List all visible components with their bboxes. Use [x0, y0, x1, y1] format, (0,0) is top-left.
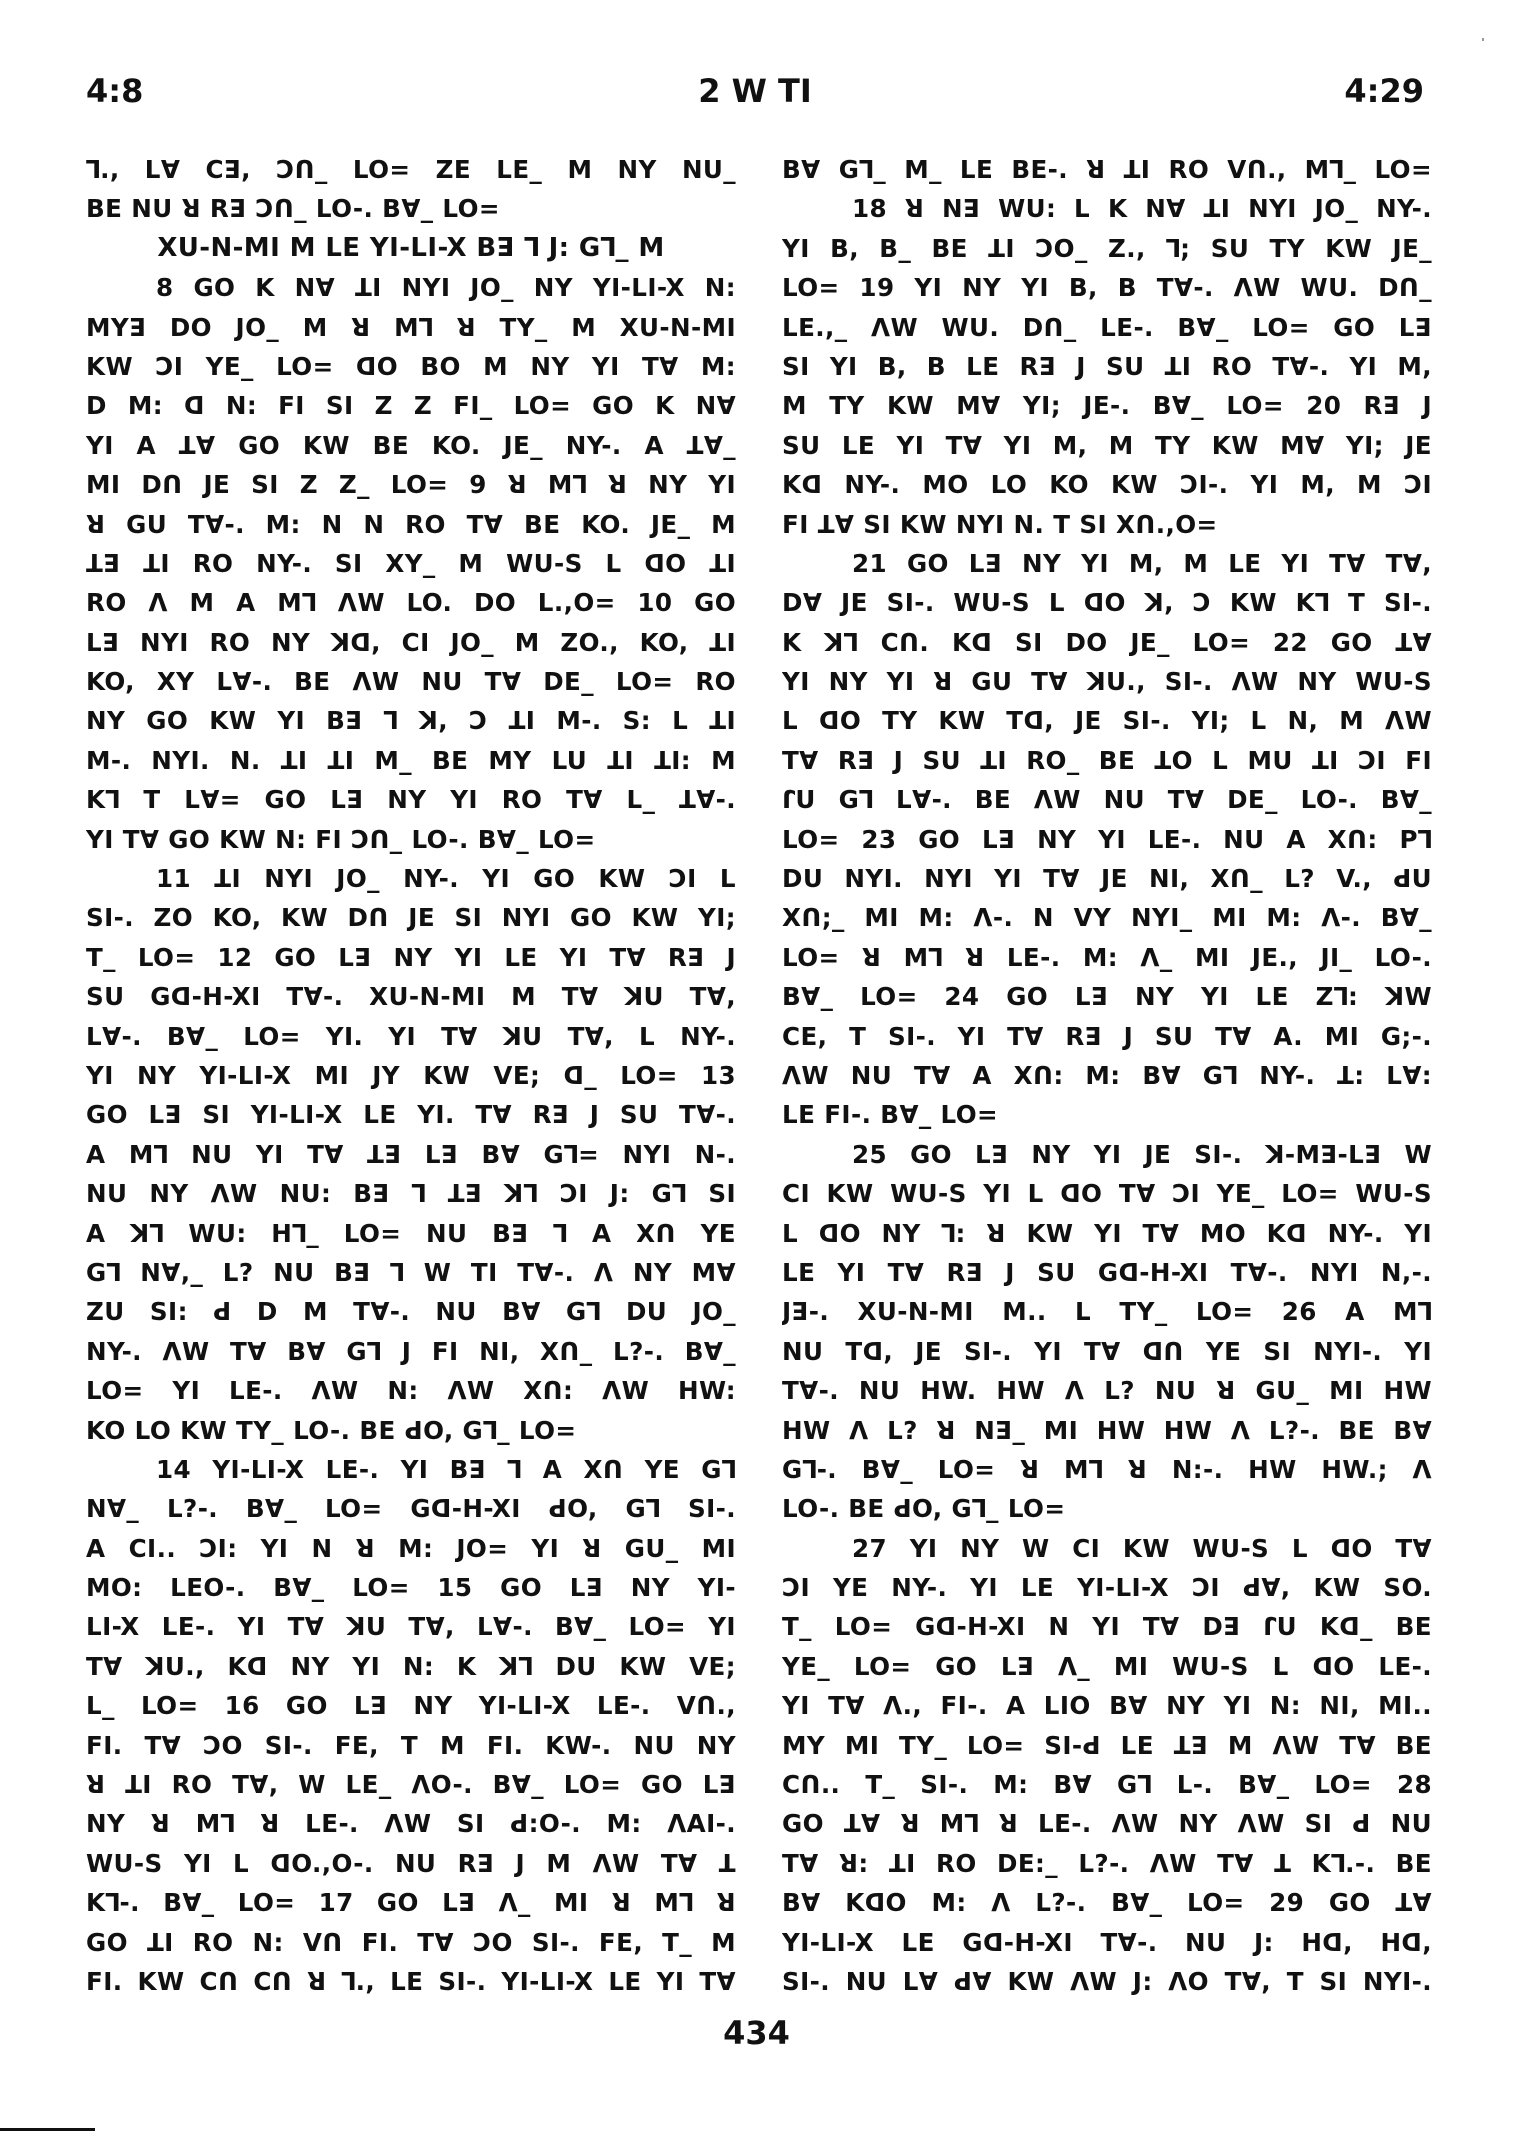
- text-line: ↃI YE NY-. YI LE YI-LI-X ↃI ꓒꓯ, KW SO.: [782, 1573, 1432, 1603]
- header-right-reference: 4:29: [1344, 72, 1424, 110]
- text-line: Dꓯ JE SI-. WU-S L ꓷO ꓘ, Ↄ KW Kꓶ T SI-.: [782, 588, 1432, 618]
- right-text-column: [782, 150, 1432, 2001]
- text-line: NY ꓤ Mꓶ ꓤ LE-. ΛW SI ꓒ:O-. M: ΛAI-.: [86, 1809, 736, 1839]
- text-line: Tꓯ Rꓱ J SU ꓕI RO_ BE ꓕO L MU ꓕI ↃI FI: [782, 745, 1432, 775]
- text-line: LE YI Tꓯ Rꓱ J SU Gꓷ-H-XI Tꓯ-. NYI N,-.: [782, 1257, 1432, 1287]
- text-line: Bꓯ KꓷO M: Λ L?-. Bꓯ_ LO= 29 GO ꓕꓯ: [782, 1888, 1432, 1918]
- text-line: L ꓷO TY KW Tꓷ, JE SI-. YI; L N, M ΛW: [782, 706, 1432, 736]
- text-line: KO LO KW TY_ LO-. BE ꓒO, Gꓶ_ LO=: [86, 1415, 577, 1445]
- text-line: T_ LO= Gꓷ-H-XI N YI Tꓯ Dꓱ ꓩU Kꓷ_ BE: [782, 1612, 1432, 1642]
- text-line: Nꓯ_ L?-. Bꓯ_ LO= Gꓷ-H-XI ꓒO, Gꓶ SI-.: [86, 1494, 736, 1524]
- text-line: A Mꓶ NU YI Tꓯ ꓕꓱ Lꓱ Bꓯ Gꓶ= NYI N-.: [86, 1139, 736, 1169]
- text-line: Kꓶ T Lꓯ= GO Lꓱ NY YI RO Tꓯ L_ ꓕꓯ-.: [86, 785, 736, 815]
- text-line: SI YI B, B LE Rꓱ J SU ꓕI RO Tꓯ-. YI M,: [782, 351, 1432, 381]
- text-line: A CI.. ↃI: YI N ꓤ M: JO= YI ꓤ GU_ MI: [86, 1533, 736, 1563]
- page-header: [86, 72, 1424, 122]
- text-line: SU LE YI Tꓯ YI M, M TY KW Mꓯ YI; JE: [782, 430, 1432, 460]
- text-line: NY-. ΛW Tꓯ Bꓯ Gꓶ J FI NI, Xꓵ_ L?-. Bꓯ_: [86, 1336, 736, 1366]
- text-line: 11 ꓕI NYI JO_ NY-. YI GO KW ↃI L: [156, 864, 736, 894]
- text-line: HW Λ L? ꓤ Nꓱ_ MI HW HW Λ L?-. BE Bꓯ: [782, 1415, 1432, 1445]
- section-heading: XU-N-MI M LE YI-LI-X Bꓱ ꓶ J: Gꓶ_ M: [157, 232, 665, 263]
- text-line: 21 GO Lꓱ NY YI M, M LE YI Tꓯ Tꓯ,: [852, 548, 1432, 578]
- text-line: Kꓷ NY-. MO LO KO KW ↃI-. YI M, M ↃI: [782, 470, 1432, 500]
- text-line: CI KW WU-S YI L ꓷO Tꓯ ↃI YE_ LO= WU-S: [782, 1179, 1432, 1209]
- text-line: LO= ꓤ Mꓶ ꓤ LE-. M: Λ_ MI JE., JI_ LO-.: [782, 942, 1432, 972]
- text-line: Tꓯ-. NU HW. HW Λ L? NU ꓤ GU_ MI HW: [782, 1376, 1432, 1406]
- text-line: 27 YI NY W CI KW WU-S L ꓷO Tꓯ: [852, 1533, 1432, 1563]
- text-line: NU Tꓷ, JE SI-. YI Tꓯ ꓷꓵ YE SI NYI-. YI: [782, 1336, 1432, 1366]
- text-line: Bꓯ Gꓶ_ M_ LE BE-. ꓤ ꓕI RO Vꓵ., Mꓶ_ LO=: [782, 155, 1432, 184]
- text-line: LO-. BE ꓒO, Gꓶ_ LO=: [782, 1494, 1066, 1524]
- text-line: LI-X LE-. YI Tꓯ ꓘU Tꓯ, Lꓯ-. Bꓯ_ LO= YI: [86, 1612, 736, 1642]
- text-line: Gꓶ Nꓯ,_ L? NU Bꓱ ꓶ W TI Tꓯ-. Λ NY Mꓯ: [86, 1257, 736, 1287]
- text-line: WU-S YI L ꓷO.,O-. NU Rꓱ J M ΛW Tꓯ ꓕ: [86, 1848, 736, 1878]
- text-line: LO= YI LE-. ΛW N: ΛW Xꓵ: ΛW HW:: [86, 1376, 736, 1406]
- text-line: Bꓯ_ LO= 24 GO Lꓱ NY YI LE Zꓶ: ꓘW: [782, 982, 1432, 1012]
- text-line: ΛW NU Tꓯ A Xꓵ: M: Bꓯ Gꓶ NY-. ꓕ: Lꓯ:: [782, 1060, 1432, 1090]
- text-line: CE, T SI-. YI Tꓯ Rꓱ J SU Tꓯ A. MI G;-.: [782, 1021, 1432, 1051]
- text-line: ꓤ GU Tꓯ-. M: N N RO Tꓯ BE KO. JE_ M: [86, 509, 736, 539]
- text-line: ꓩU Gꓶ Lꓯ-. BE ΛW NU Tꓯ DE_ LO-. Bꓯ_: [782, 785, 1432, 815]
- text-line: BE NU ꓤ Rꓱ Ↄꓵ_ LO-. Bꓯ_ LO=: [86, 194, 500, 224]
- text-line: Tꓯ ꓘU., Kꓷ NY YI N: K ꓘꓶ DU KW VE;: [86, 1651, 736, 1681]
- text-line: YI NY YI-LI-X MI JY KW VE; ꓷ_ LO= 13: [86, 1060, 736, 1090]
- text-line: LE FI-. Bꓯ_ LO=: [782, 1100, 999, 1130]
- text-line: YI Tꓯ Λ., FI-. A LIO Bꓯ NY YI N: NI, MI..: [782, 1691, 1432, 1721]
- text-line: LO= 19 YI NY YI B, B Tꓯ-. ΛW WU. Dꓵ_: [782, 273, 1432, 303]
- text-line: KO, XY Lꓯ-. BE ΛW NU Tꓯ DE_ LO= RO: [86, 667, 736, 697]
- text-line: FI. Tꓯ ↃO SI-. FE, T M FI. KW-. NU NY: [86, 1730, 736, 1760]
- text-line: SU Gꓷ-H-XI Tꓯ-. XU-N-MI M Tꓯ ꓘU Tꓯ,: [86, 982, 736, 1012]
- text-line: L_ LO= 16 GO Lꓱ NY YI-LI-X LE-. Vꓵ.,: [86, 1691, 736, 1721]
- text-line: D M: ꓷ N: FI SI Z Z FI_ LO= GO K Nꓯ: [86, 391, 736, 421]
- text-line: SI-. ZO KO, KW Dꓵ JE SI NYI GO KW YI;: [86, 903, 736, 933]
- text-line: Gꓶ-. Bꓯ_ LO= ꓤ Mꓶ ꓤ N:-. HW HW.; Λ: [782, 1454, 1432, 1484]
- text-line: YI Tꓯ GO KW N: FI Ↄꓵ_ LO-. Bꓯ_ LO=: [86, 824, 596, 854]
- text-line: Tꓯ ꓤ: ꓕI RO DE:_ L?-. ΛW Tꓯ ꓕ Kꓶ.-. BE: [782, 1848, 1432, 1878]
- header-left-reference: 4:8: [86, 72, 144, 110]
- text-line: NU NY ΛW NU: Bꓱ ꓶ ꓕꓱ ꓘꓶ ↃI J: Gꓶ SI: [86, 1179, 736, 1209]
- header-book-title: 2 W TI: [698, 72, 812, 110]
- text-line: 8 GO K Nꓯ ꓕI NYI JO_ NY YI-LI-X N:: [156, 273, 736, 303]
- text-line: ꓶ., Lꓯ Cꓱ, Ↄꓵ_ LO= ZE LE_ M NY NU_: [86, 155, 736, 184]
- text-line: YI B, B_ BE ꓕI ↃO_ Z., ꓶ; SU TY KW JE_: [782, 233, 1432, 263]
- text-line: YI A ꓕꓯ GO KW BE KO. JE_ NY-. A ꓕꓯ_: [86, 430, 736, 460]
- scan-mark: [1482, 38, 1484, 41]
- text-line: M-. NYI. N. ꓕI ꓕI M_ BE MY LU ꓕI ꓕI: M: [86, 745, 736, 775]
- text-line: Lꓱ NYI RO NY ꓘꓷ, CI JO_ M ZO., KO, ꓕI: [86, 627, 736, 657]
- text-line: Lꓯ-. Bꓯ_ LO= YI. YI Tꓯ ꓘU Tꓯ, L NY-.: [86, 1021, 736, 1051]
- text-line: LO= 23 GO Lꓱ NY YI LE-. NU A Xꓵ: Pꓶ: [782, 824, 1432, 854]
- text-line: MO: LEO-. Bꓯ_ LO= 15 GO Lꓱ NY YI-: [86, 1573, 736, 1603]
- text-line: MI Dꓵ JE SI Z Z_ LO= 9 ꓤ Mꓶ ꓤ NY YI: [86, 470, 736, 500]
- text-line: K ꓘꓶ Cꓵ. Kꓷ SI DO JE_ LO= 22 GO ꓕꓯ: [782, 627, 1432, 657]
- text-line: YI NY YI ꓤ GU Tꓯ ꓘU., SI-. ΛW NY WU-S: [782, 667, 1432, 697]
- text-line: DU NYI. NYI YI Tꓯ JE NI, Xꓵ_ L? V., ꓒU: [782, 864, 1432, 894]
- text-line: M TY KW Mꓯ YI; JE-. Bꓯ_ LO= 20 Rꓱ J: [782, 391, 1432, 421]
- text-line: FI ꓕꓯ SI KW NYI N. T SI Xꓵ.,O=: [782, 509, 1218, 539]
- text-line: YE_ LO= GO Lꓱ Λ_ MI WU-S L ꓷO LE-.: [782, 1651, 1432, 1681]
- text-line: 14 YI-LI-X LE-. YI Bꓱ ꓶ A Xꓵ YE Gꓶ: [156, 1454, 736, 1484]
- text-line: GO ꓕꓯ ꓤ Mꓶ ꓤ LE-. ΛW NY ΛW SI ꓒ NU: [782, 1809, 1432, 1839]
- bottom-rule: [0, 2128, 95, 2131]
- text-line: GO Lꓱ SI YI-LI-X LE YI. Tꓯ Rꓱ J SU Tꓯ-.: [86, 1100, 736, 1130]
- page-number: 434: [723, 2014, 790, 2052]
- text-line: MYꓱ ꓓO JO_ M ꓤ Mꓶ ꓤ TY_ M XU-N-MI: [86, 312, 736, 342]
- text-line: T_ LO= 12 GO Lꓱ NY YI LE YI Tꓯ Rꓱ J: [86, 942, 736, 972]
- text-line: 25 GO Lꓱ NY YI JE SI-. ꓘ-Mꓱ-Lꓱ W: [852, 1139, 1432, 1169]
- text-line: ꓤ ꓕI RO Tꓯ, W LE_ ΛO-. Bꓯ_ LO= GO Lꓱ: [86, 1770, 736, 1800]
- text-line: RO Λ M A Mꓶ ΛW LO. DO L.,O= 10 GO: [86, 588, 736, 618]
- left-text-column: [86, 150, 736, 2001]
- text-line: NY GO KW YI Bꓱ ꓶ ꓘ, Ↄ ꓕI M-. S: L ꓕI: [86, 706, 736, 736]
- text-line: SI-. NU Lꓯ ꓒꓯ KW ΛW J: ΛO Tꓯ, T SI NYI-.: [782, 1966, 1432, 1996]
- text-line: ꓕꓱ ꓕI RO NY-. SI XY_ M WU-S L ꓷO ꓕI: [86, 548, 736, 578]
- text-line: LE.,_ ΛW WU. Dꓵ_ LE-. Bꓯ_ LO= GO Lꓱ: [782, 312, 1432, 342]
- text-line: Xꓵ;_ MI M: Λ-. N VY NYI_ MI M: Λ-. Bꓯ_: [782, 903, 1432, 933]
- text-line: YI-LI-X LE Gꓷ-H-XI Tꓯ-. NU J: Hꓷ, Hꓷ,: [782, 1927, 1432, 1957]
- text-line: Jꓱ-. XU-N-MI M.. L TY_ LO= 26 A Mꓶ: [782, 1297, 1432, 1327]
- text-line: 18 ꓤ Nꓱ WU: L K Nꓯ ꓕI NYI JO_ NY-.: [852, 194, 1432, 224]
- text-line: A ꓘꓶ WU: Hꓶ_ LO= NU Bꓱ ꓶ A Xꓵ YE: [86, 1218, 736, 1248]
- text-line: Cꓵ.. T_ SI-. M: Bꓯ Gꓶ L-. Bꓯ_ LO= 28: [782, 1770, 1432, 1800]
- text-line: GO ꓕI RO N: Vꓵ FI. Tꓯ ↃO SI-. FE, T_ M: [86, 1927, 736, 1957]
- text-line: KW ↃI YE_ LO= ꓷO BO M NY YI Tꓯ M:: [86, 351, 736, 381]
- text-line: L ꓷO NY ꓶ: ꓤ KW YI Tꓯ MO Kꓷ NY-. YI: [782, 1218, 1432, 1248]
- text-line: FI. KW Cꓵ Cꓵ ꓤ ꓶ., LE SI-. YI-LI-X LE YI Tꓯ: [86, 1966, 736, 1996]
- text-line: MY MI TY_ LO= SI-ꓒ LE ꓕꓱ M ΛW Tꓯ BE: [782, 1730, 1432, 1760]
- text-line: ZU SI: ꓒ D M Tꓯ-. NU Bꓯ Gꓶ DU JO_: [86, 1297, 736, 1327]
- text-line: Kꓶ-. Bꓯ_ LO= 17 GO Lꓱ Λ_ MI ꓤ Mꓶ ꓤ: [86, 1888, 736, 1918]
